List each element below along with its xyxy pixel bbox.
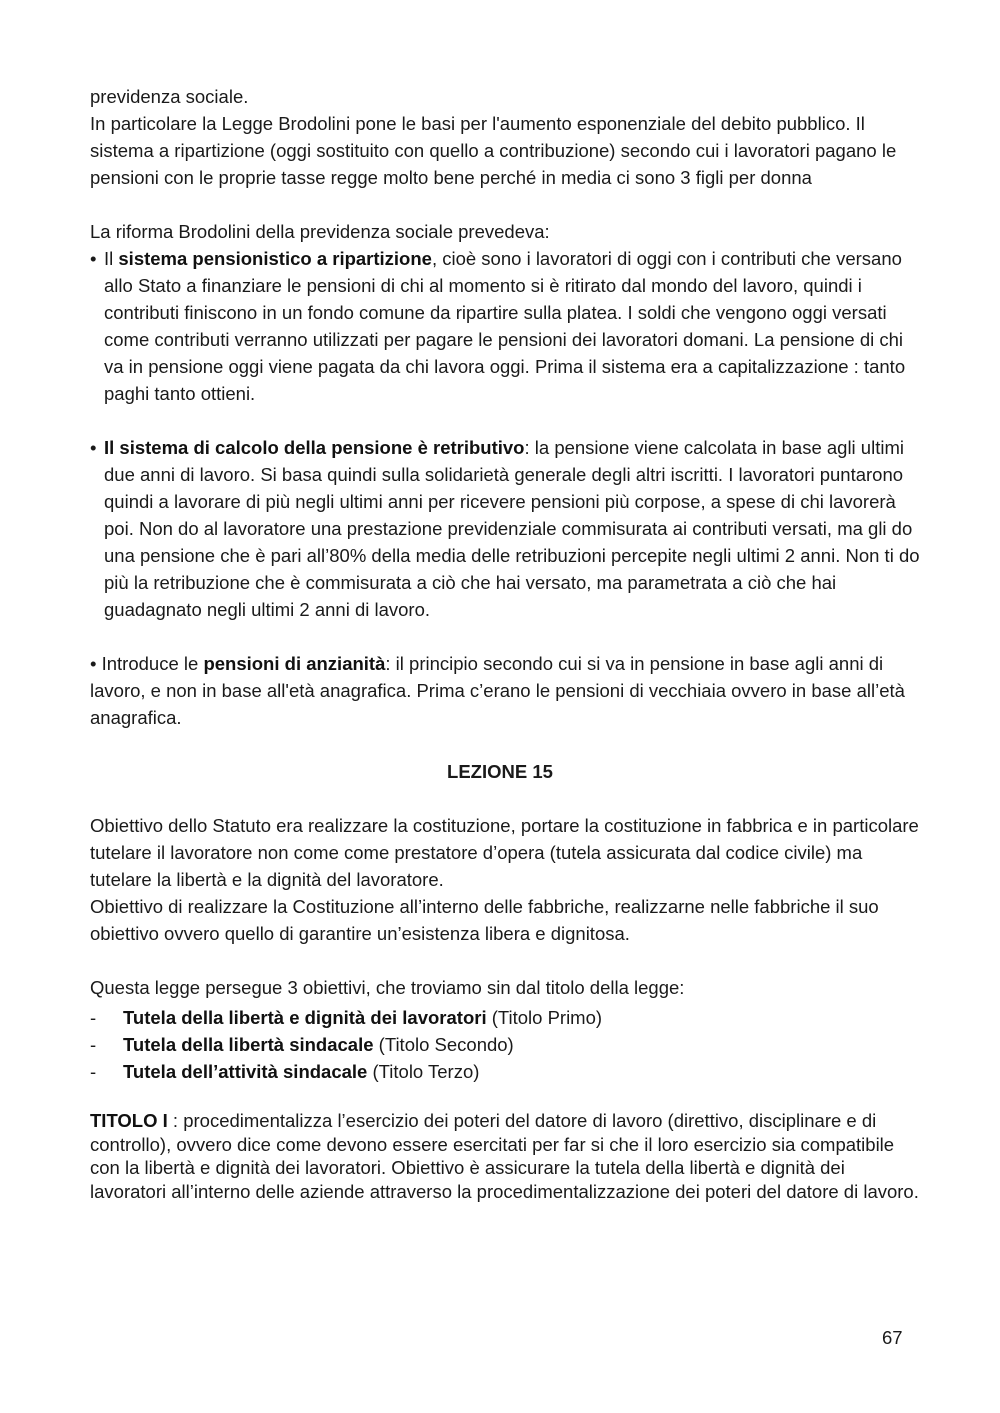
objective-bold: Tutela della libertà e dignità dei lavoratori (123, 1007, 487, 1028)
bullet-bold-term: Il sistema di calcolo della pensione è retributivo (104, 437, 525, 458)
list-item (90, 1004, 920, 1031)
titolo-i-text: : procedimentalizza l’esercizio dei poteri del datore di lavoro (direttivo, disciplinare e di controllo), ovvero dice come devono essere esercitati per far si che il loro esercizio sia compatibile con la libertà e dignità dei lavoratori. Obiettivo è assicurare la tutela della libertà e dignità dei lavoratori all’interno delle aziende attraverso la procedimentalizzazione dei poteri del datore di lavoro. (90, 1110, 919, 1202)
dash-marker: - (90, 1061, 97, 1082)
bullet-item-anzianita (90, 650, 920, 731)
dash-marker: - (90, 1034, 97, 1055)
objective-rest: (Titolo Terzo) (367, 1061, 480, 1082)
objective-text (123, 1031, 514, 1058)
page-body (90, 83, 920, 1203)
bullet-rest: , cioè sono i lavoratori di oggi con i contributi che versano allo Stato a finanziare le pensioni di chi al momento si è ritirato dal mondo del lavoro, quindi i contributi finiscono in un fondo comune da ripartire sulla platea. I soldi che vengono oggi versati come contributi verranno utilizzati per pagare le pensioni dei lavoratori domani. La pensione di chi va in pensione oggi viene pagata da chi lavora oggi. Prima il sistema era a capitalizzazione : tanto paghi tanto ottieni. (104, 248, 906, 404)
statuto-paragraph-3: Questa legge persegue 3 obiettivi, che troviamo sin dal titolo della legge: (90, 977, 685, 998)
spacer (90, 947, 920, 974)
spacer (90, 1085, 920, 1109)
page-number: 67 (882, 1327, 903, 1348)
list-item (90, 1031, 920, 1058)
titolo-i-paragraph (90, 1109, 920, 1203)
bullet-text (104, 245, 920, 407)
statuto-paragraph-1: Obiettivo dello Statuto era realizzare la costituzione, portare la costituzione in fabbrica e in particolare tutelare il lavoratore non come come prestatore d’opera (tutela assicurata dal codice civile) ma tutelare la libertà e la dignità del lavoratore. (90, 815, 919, 890)
titolo-i-label: TITOLO I (90, 1110, 168, 1131)
list-item (90, 1058, 920, 1085)
bullet-text (104, 434, 920, 623)
spacer (90, 731, 920, 758)
spacer (90, 623, 920, 650)
bullet-rest: : la pensione viene calcolata in base agli ultimi due anni di lavoro. Si basa quindi sulla solidarietà generale degli altri iscritti. I lavoratori puntarono quindi a lavorare di più negli ultimi anni per ricevere pensioni più corpose, a spese di chi lavorerà poi. Non do al lavoratore una prestazione previdenziale commisurata ai contributi versati, ma gli do una pensione che è pari all’80% della media delle retribuzioni percepite negli ultimi 2 anni. Non ti do più la retribuzione che è commisurata a ciò che hai versato, ma parametrata a ciò che hai guadagnato negli ultimi 2 anni di lavoro. (104, 437, 920, 620)
bullet-bold-term: sistema pensionistico a ripartizione (118, 248, 432, 269)
bullet-item-ripartizione (90, 245, 920, 407)
objectives-list (90, 1004, 920, 1085)
bullet-item-retributivo (90, 434, 920, 623)
bullet-rest: : il principio secondo cui si va in pensione in base agli anni di lavoro, e non in base all'età anagrafica. Prima c’erano le pensioni di vecchiaia ovvero in base all’età anagrafica. (90, 653, 905, 728)
objective-bold: Tutela della libertà sindacale (123, 1034, 374, 1055)
objective-text (123, 1004, 602, 1031)
bullet-marker: • (90, 437, 97, 458)
objective-rest: (Titolo Primo) (486, 1007, 603, 1028)
intro-line: previdenza sociale. (90, 86, 249, 107)
bullet-prefix: • Introduce le (90, 653, 204, 674)
spacer (90, 785, 920, 812)
intro-paragraph: In particolare la Legge Brodolini pone le basi per l'aumento esponenziale del debito pubblico. Il sistema a ripartizione (oggi sostituito con quello a contribuzione) secondo cui i lavoratori pagano le pensioni con le proprie tasse regge molto bene perché in media ci sono 3 figli per donna (90, 113, 897, 188)
dash-marker: - (90, 1007, 97, 1028)
spacer (90, 191, 920, 218)
lesson-heading: LEZIONE 15 (447, 761, 553, 782)
statuto-paragraph-2: Obiettivo di realizzare la Costituzione all’interno delle fabbriche, realizzarne nelle fabbriche il suo obiettivo ovvero quello di garantire un’esistenza libera e dignitosa. (90, 896, 879, 944)
objective-bold: Tutela dell’attività sindacale (123, 1061, 368, 1082)
bullet-prefix: Il (104, 248, 119, 269)
spacer (90, 407, 920, 434)
riforma-intro: La riforma Brodolini della previdenza sociale prevedeva: (90, 221, 550, 242)
bullet-bold-term: pensioni di anzianità (203, 653, 386, 674)
bullet-marker: • (90, 248, 97, 269)
objective-rest: (Titolo Secondo) (373, 1034, 514, 1055)
objective-text (123, 1058, 479, 1085)
